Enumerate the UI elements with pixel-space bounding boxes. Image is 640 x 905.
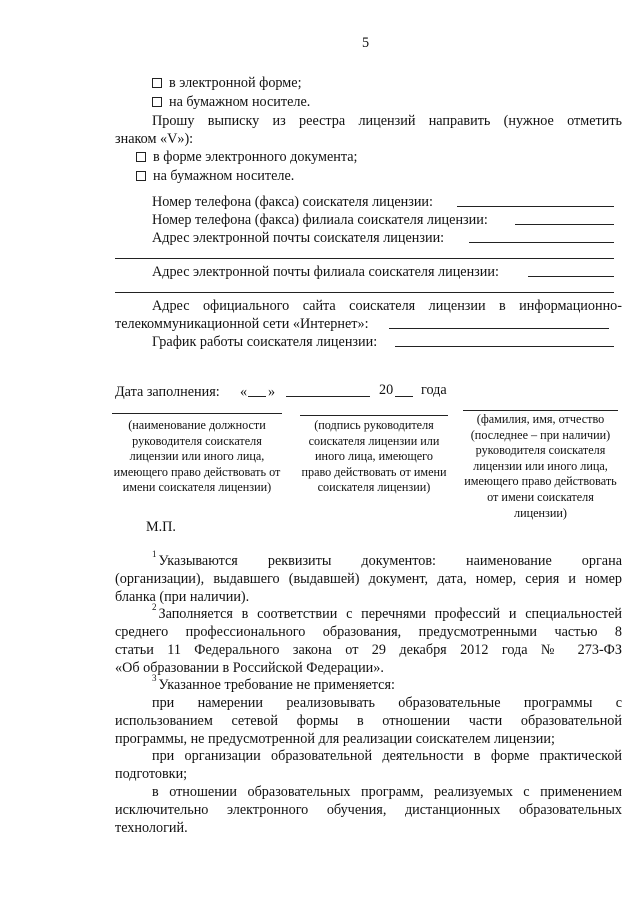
footnote-2-line-4: «Об образовании в Российской Федерации».	[115, 660, 384, 676]
phone-applicant-label: Номер телефона (факса) соискателя лицензии:	[152, 194, 433, 210]
footnote-3-item-a-line-1: при намерении реализовывать образовательные программы с	[152, 695, 622, 711]
signature-line[interactable]	[300, 415, 448, 416]
option-edoc	[136, 148, 358, 166]
phone-branch-label: Номер телефона (факса) филиала соискателя лицензии:	[152, 212, 488, 228]
schedule-field[interactable]	[395, 346, 614, 347]
option-paper2-label: на бумажном носителе.	[153, 168, 295, 184]
option-edoc-label: в форме электронного документа;	[153, 149, 358, 165]
email-applicant-field-continued[interactable]	[115, 258, 614, 259]
phone-applicant-row	[152, 193, 433, 211]
email-applicant-field[interactable]	[469, 242, 614, 243]
email-applicant-label: Адрес электронной почты соискателя лицензии:	[152, 230, 445, 246]
checkbox-paper2[interactable]	[136, 171, 146, 181]
footnote-3-item-a-line-3: программы, не предусмотренной для реализации соискателем лицензии;	[115, 731, 555, 747]
schedule-label: График работы соискателя лицензии:	[152, 334, 378, 350]
footnote-3-item-b-line-1: при организации образовательной деятельности в форме практической	[152, 748, 622, 764]
email-branch-field[interactable]	[528, 276, 614, 277]
date-day-field[interactable]	[248, 396, 266, 397]
date-open-quote: «	[240, 384, 248, 400]
position-signature-line[interactable]	[112, 413, 282, 414]
footnote-3-mark: 3	[152, 673, 157, 684]
footnote-2-line-2: среднего профессионального образования, предусмотренными частью 8	[115, 624, 622, 640]
footnote-3-line-1	[152, 673, 395, 694]
fullname-signature-line[interactable]	[463, 410, 618, 411]
phone-branch-field[interactable]	[515, 224, 614, 225]
email-branch-label: Адрес электронной почты филиала соискателя лицензии:	[152, 264, 499, 280]
website-line-1: Адрес официального сайта соискателя лицензии в информационно-	[152, 298, 622, 314]
footnote-2-line-1	[152, 602, 622, 623]
date-label: Дата заполнения:	[115, 384, 220, 400]
extract-request-line-2: знаком «V»):	[115, 131, 194, 147]
email-branch-field-continued[interactable]	[115, 292, 614, 293]
footnote-2-line-3: статьи 11 Федерального закона от 29 декабря 2012 года № 273-ФЗ	[115, 642, 622, 658]
website-label-2: телекоммуникационной сети «Интернет»:	[115, 316, 369, 332]
caption-position: (наименование должности руководителя соискателя лицензии или иного лица, имеющего право действовать от имени соискателя лицензии)	[113, 418, 281, 495]
footnote-3-text-1: Указанное требование не применяется:	[158, 677, 395, 693]
option-paper	[152, 93, 310, 111]
email-applicant-row	[152, 229, 444, 247]
footnote-3-item-c-line-1: в отношении образовательных программ, реализуемых с применением	[152, 784, 622, 800]
footnote-3-item-a-line-2: использованием сетевой формы в отношении части образовательной	[115, 713, 622, 729]
footnote-2-text-1: Заполняется в соответствии с перечнями профессий и специальностей	[158, 606, 622, 622]
caption-signature: (подпись руководителя соискателя лицензии или иного лица, имеющего право действовать от имени соискателя лицензии)	[301, 418, 447, 495]
date-year-suffix: года	[421, 382, 447, 398]
footnote-1-line-1	[152, 549, 622, 570]
phone-applicant-field[interactable]	[457, 206, 614, 207]
option-paper2	[136, 167, 294, 185]
footnote-1-mark: 1	[152, 549, 157, 560]
date-year-field[interactable]	[395, 396, 413, 397]
footnote-3-item-c-line-3: технологий.	[115, 820, 188, 836]
schedule-row	[152, 333, 377, 351]
option-paper-label: на бумажном носителе.	[169, 94, 311, 110]
date-close-quote: »	[268, 384, 276, 400]
checkbox-electronic[interactable]	[152, 78, 162, 88]
checkbox-edoc[interactable]	[136, 152, 146, 162]
page-number: 5	[362, 35, 370, 51]
footnote-1-line-3: бланка (при наличии).	[115, 589, 250, 605]
checkbox-paper[interactable]	[152, 97, 162, 107]
caption-fullname: (фамилия, имя, отчество (последнее – при наличии) руководителя соискателя лицензии или иного лица, имеющего право действовать от имени соискателя лицензии)	[464, 412, 617, 520]
footnote-1-line-2: (организации), выдавшего (выдавшей) документ, дата, номер, серия и номер	[115, 571, 622, 587]
option-electronic	[152, 74, 302, 92]
option-electronic-label: в электронной форме;	[169, 75, 302, 91]
phone-branch-row	[152, 211, 488, 229]
email-branch-row	[152, 263, 499, 281]
footnote-3-item-b-line-2: подготовки;	[115, 766, 188, 782]
footnote-1-text-1: Указываются реквизиты документов: наименование органа	[158, 553, 622, 569]
date-row	[115, 383, 220, 401]
date-year-prefix: 20	[379, 382, 394, 398]
footnote-3-item-c-line-2: исключительно электронного обучения, дистанционных образовательных	[115, 802, 622, 818]
stamp-label: М.П.	[146, 519, 176, 535]
website-field[interactable]	[389, 328, 609, 329]
date-month-field[interactable]	[286, 396, 370, 397]
website-line-2-row	[115, 315, 369, 333]
extract-request-line-1: Прошу выписку из реестра лицензий направить (нужное отметить	[152, 113, 622, 129]
footnote-2-mark: 2	[152, 602, 157, 613]
